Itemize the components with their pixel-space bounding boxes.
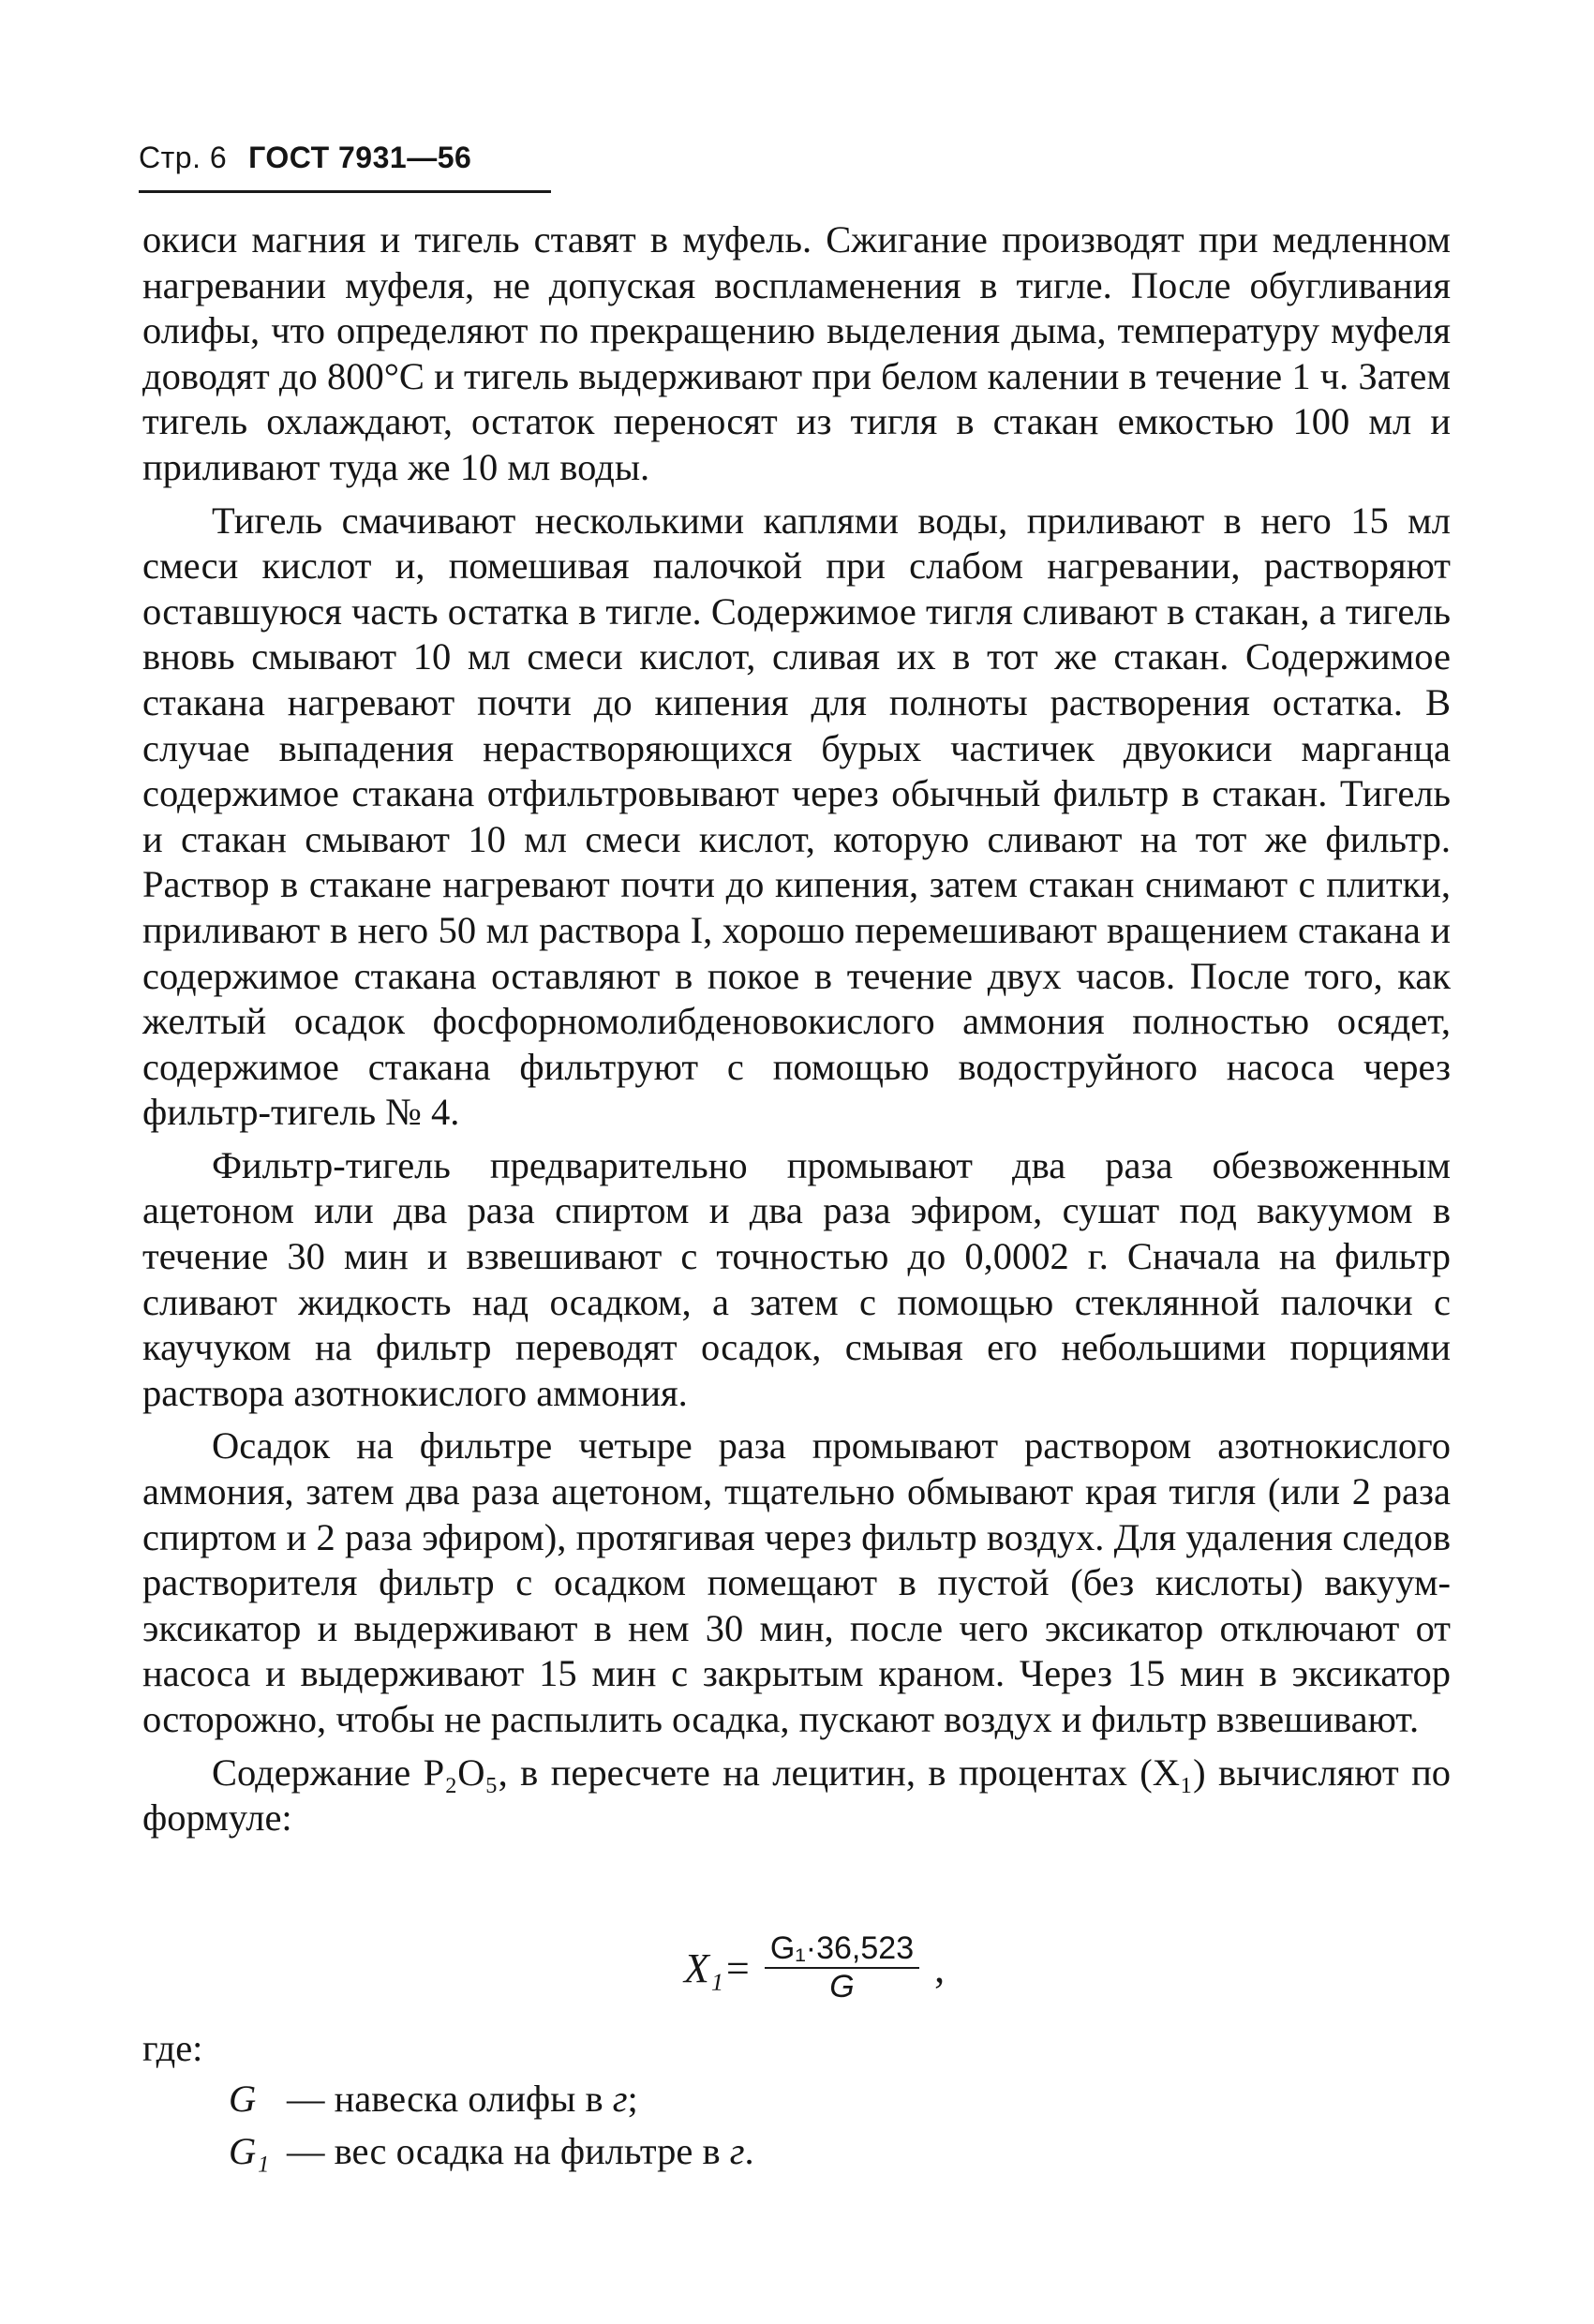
definition-text: — навеска олифы в (287, 2078, 613, 2120)
formula-denominator: G (829, 1969, 855, 2004)
formula-numerator: G₁·36,523 (765, 1930, 919, 1969)
where-label: где: (142, 2027, 203, 2069)
page-header (139, 141, 471, 176)
body-text (142, 217, 1451, 1849)
definitions-list (229, 2073, 754, 2178)
definition-end: . (744, 2130, 754, 2172)
header-rule (139, 190, 551, 193)
definition-item (229, 2125, 754, 2178)
definition-text: — вес осадка на фильтре в (287, 2130, 730, 2172)
page-label: Стр. 6 (139, 141, 228, 174)
definition-symbol: G (229, 2078, 257, 2120)
definition-item (229, 2073, 754, 2125)
paragraph-3: Фильтр-тигель предварительно промывают два раза обезвоженным ацетоном или два раза спиртом и два раза эфиром, сушат под вакуумом в течение 30 мин и взвешивают с точностью до 0,0002 г. Сначала на фильтр сливают жидкость над осадком, а затем с помощью стеклянной палочки с каучуком на фильтр переводят осадок, смывая его небольшими порциями раствора азотнокислого аммония. (142, 1143, 1451, 1414)
definition-unit: г (729, 2130, 745, 2172)
formula-fraction (765, 1930, 919, 2005)
definition-end: ; (627, 2078, 638, 2120)
paragraph-2: Тигель смачивают несколькими каплями воды, приливают в него 15 мл смеси кислот и, помешивая палочкой при слабом нагревании, растворяют оставшуюся часть остатка в тигле. Содержимое тигля сливают в стакан, а тигель вновь смывают 10 мл смеси кислот, сливая их в тот же стакан. Содержимое стакана нагревают почти до кипения для полноты растворения остатка. В случае выпадения нерастворяющихся бурых частичек двуокиси марганца содержимое стакана отфильтровывают через обычный фильтр в стакан. Тигель и стакан смывают 10 мл смеси кислот, которую сливают на тот же фильтр. Раствор в стакане нагревают почти до кипения, затем стакан снимают с плитки, приливают в него 50 мл раствора I, хорошо перемешивают вращением стакана и содержимое стакана оставляют в покое в течение двух часов. После того, как желтый осадок фосфорномолибденовокислого аммония полностью осядет, содержимое стакана фильтруют с помощью водоструйного насоса через фильтр-тигель № 4. (142, 499, 1451, 1134)
definition-unit: г (612, 2078, 628, 2120)
paragraph-4: Осадок на фильтре четыре раза промывают раствором азотнокислого аммония, затем два раза ацетоном, тщательно обмывают края тигля (или 2 раза спиртом и 2 раза эфиром), протягивая через фильтр воздух. Для удаления следов растворителя фильтр с осадком помещают в пустой (без кислоты) вакуум-эксикатор и выдерживают в нем 30 мин, после чего эксикатор отключают от насоса и выдерживают 15 мин с закрытым краном. Через 15 мин в эксикатор осторожно, чтобы не распылить осадка, пускают воздух и фильтр взвешивают. (142, 1424, 1451, 1740)
definition-symbol: G₁ (229, 2130, 270, 2172)
formula-comma: , (934, 1944, 946, 1991)
paragraph-5: Содержание P₂O₅, в пересчете на лецитин, в процентах (X₁) вычисляют по формуле: (142, 1750, 1451, 1840)
standard-number: ГОСТ 7931—56 (248, 141, 472, 174)
formula (684, 1930, 945, 2005)
paragraph-1: окиси магния и тигель ставят в муфель. Сжигание производят при медленном нагревании муфеля, не допуская воспламенения в тигле. После обугливания олифы, что определяют по прекращению выделения дыма, температуру муфеля доводят до 800°С и тигель выдерживают при белом калении в течение 1 ч. Затем тигель охлаждают, остаток переносят из тигля в стакан емкостью 100 мл и приливают туда же 10 мл воды. (142, 218, 1451, 488)
formula-lhs: X₁= (684, 1944, 752, 1991)
